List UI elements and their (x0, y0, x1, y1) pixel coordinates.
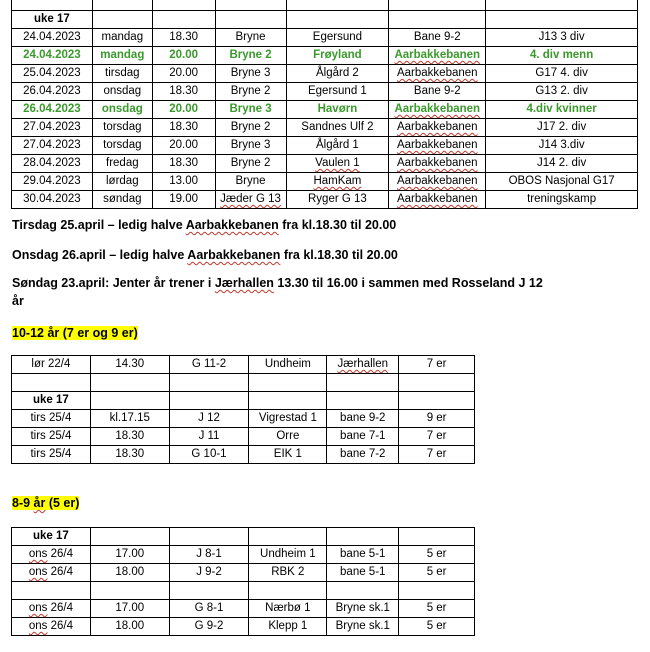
table-row: ons 26/4 18.00 J 9-2 RBK 2 bane 5-1 5 er (12, 564, 475, 582)
week-row (12, 528, 475, 546)
table-row: tirs 25/4 18.30 J 11 Orre bane 7-1 7 er (12, 428, 475, 446)
table-row: ons 26/4 17.00 J 8-1 Undheim 1 bane 5-1 5 er (12, 546, 475, 564)
table-row: 26.04.2023 onsdag 18.30 Bryne 2 Egersund 1 Bane 9-2 G13 2. div (12, 83, 638, 101)
schedule-table-10-12 (11, 355, 475, 464)
table-row (12, 582, 475, 600)
section-heading-10-12: 10-12 år (7 er og 9 er) (12, 326, 138, 340)
table-row: ons 26/4 17.00 G 8-1 Nærbø 1 Bryne sk.1 5 er (12, 600, 475, 618)
table-row: 28.04.2023 fredag 18.30 Bryne 2 Vaulen 1 Aarbakkebanen J14 2. div (12, 155, 638, 173)
table-row: ons 26/4 18.00 G 9-2 Klepp 1 Bryne sk.1 5 er (12, 618, 475, 636)
note-line-sunday-wrap: år (12, 294, 24, 308)
main-schedule-table (11, 0, 638, 209)
table-row: 27.04.2023 torsdag 20.00 Bryne 3 Ålgård 1 Aarbakkebanen J14 3.div (12, 137, 638, 155)
table-row: 24.04.2023 mandag 18.30 Bryne Egersund Bane 9-2 J13 3 div (12, 29, 638, 47)
table-row: 30.04.2023 søndag 19.00 Jæder G 13 Ryger G 13 Aarbakkebanen treningskamp (12, 191, 638, 209)
table-row: 29.04.2023 lørdag 13.00 Bryne HamKam Aarbakkebanen OBOS Nasjonal G17 (12, 173, 638, 191)
table-row: 26.04.2023 onsdag 20.00 Bryne 3 Havørn Aarbakkebanen 4.div kvinner (12, 101, 638, 119)
note-line-wednesday: Onsdag 26.april – ledig halve Aarbakkebanen fra kl.18.30 til 20.00 (12, 248, 398, 262)
table-row: tirs 25/4 18.30 G 10-1 EIK 1 bane 7-2 7 er (12, 446, 475, 464)
table-row: 27.04.2023 torsdag 18.30 Bryne 2 Sandnes Ulf 2 Aarbakkebanen J17 2. div (12, 119, 638, 137)
week-row (12, 392, 475, 410)
table-row (12, 374, 475, 392)
week-row (12, 11, 638, 29)
schedule-table-8-9 (11, 527, 475, 636)
table-row: tirs 25/4 kl.17.15 J 12 Vigrestad 1 bane 9-2 9 er (12, 410, 475, 428)
section-heading-8-9: 8-9 år (5 er) (12, 496, 80, 510)
table-row: 24.04.2023 mandag 20.00 Bryne 2 Frøyland Aarbakkebanen 4. div menn (12, 47, 638, 65)
table-row (12, 0, 638, 11)
table-row: 25.04.2023 tirsdag 20.00 Bryne 3 Ålgård 2 Aarbakkebanen G17 4. div (12, 65, 638, 83)
note-line-sunday: Søndag 23.april: Jenter år trener i Jærhallen 13.30 til 16.00 i sammen med Rosseland J 12 (12, 276, 543, 290)
week-label: uke 17 (12, 392, 91, 410)
week-label: uke 17 (12, 528, 91, 546)
table-row: lør 22/4 14.30 G 11-2 Undheim Jærhallen 7 er (12, 356, 475, 374)
week-label: uke 17 (12, 11, 93, 29)
note-line-tuesday: Tirsdag 25.april – ledig halve Aarbakkebanen fra kl.18.30 til 20.00 (12, 218, 397, 232)
